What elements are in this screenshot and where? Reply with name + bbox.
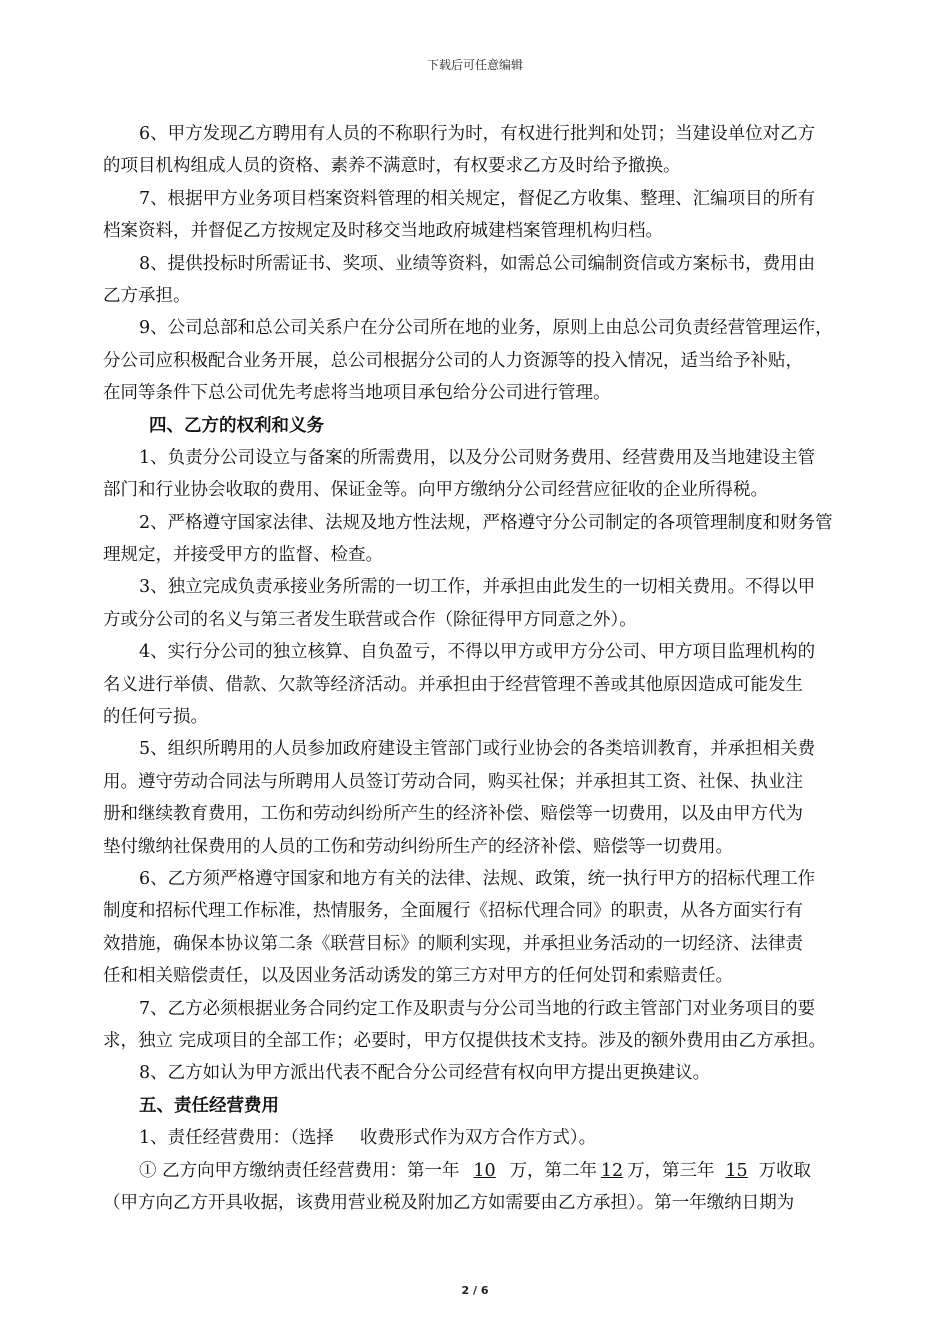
fee-option-suffix: 收费形式作为双方合作方式）。 <box>359 1128 597 1149</box>
paragraph-line: 求，独立 完成项目的全部工作；必要时，甲方仅提供技术支持。涉及的额外费用由乙方承担。 <box>103 1030 827 1051</box>
payment-text-2: 万，第二年 <box>509 1160 598 1181</box>
year2-amount: 12 <box>600 1160 624 1181</box>
fee-option-line <box>103 1122 893 1154</box>
payment-text-3: 万，第三年 <box>627 1160 715 1181</box>
section-heading: 五、责任经营费用 <box>139 1095 279 1116</box>
paragraph-line: 档案资料，并督促乙方按规定及时移交当地政府城建档案管理机构归档。 <box>103 221 663 242</box>
payment-text-4: 万收取 <box>758 1160 812 1181</box>
payment-text-1: ① 乙方向甲方缴纳责任经营费用：第一年 <box>139 1160 460 1181</box>
paragraph-line: 部门和行业协会收取的费用、保证金等。向甲方缴纳分公司经营应征收的企业所得税。 <box>103 480 768 501</box>
paragraph-line: 6、甲方发现乙方聘用有人员的不称职行为时，有权进行批判和处罚；当建设单位对乙方 <box>139 124 816 144</box>
paragraph-line: 的任何亏损。 <box>103 707 208 728</box>
paragraph-line: 4、实行分公司的独立核算、自负盈亏，不得以甲方或甲方分公司、甲方项目监理机构的 <box>139 642 816 663</box>
fee-option-prefix: 1、责任经营费用：（选择 <box>139 1128 334 1149</box>
paragraph-line: 9、公司总部和总公司关系户在分公司所在地的业务，原则上由总公司负责经营管理运作， <box>139 318 833 339</box>
paragraph-line: 分公司应积极配合业务开展，总公司根据分公司的人力资源等的投入情况，适当给予补贴， <box>103 350 803 371</box>
paragraph-line: 6、乙方须严格遵守国家和地方有关的法律、法规、政策，统一执行甲方的招标代理工作 <box>139 868 816 889</box>
document-body <box>103 118 893 1219</box>
paragraph-line: 垫付缴纳社保费用的人员的工伤和劳动纠纷所生产的经济补偿、赔偿等一切费用。 <box>103 836 733 857</box>
paragraph-line: 7、根据甲方业务项目档案资料管理的相关规定，督促乙方收集、整理、汇编项目的所有 <box>139 188 816 209</box>
paragraph-line: 乙方承担。 <box>103 285 191 306</box>
paragraph-line: 名义进行举债、借款、欠款等经济活动。并承担由于经营管理不善或其他原因造成可能发生 <box>103 674 803 695</box>
paragraph-line: 效措施，确保本协议第二条《联营目标》的顺利实现，并承担业务活动的一切经济、法律责 <box>103 933 803 954</box>
page-header: 下载后可任意编辑 <box>426 58 523 72</box>
paragraph-line: 在同等条件下总公司优先考虑将当地项目承包给分公司进行管理。 <box>103 383 611 404</box>
paragraph-line: 8、乙方如认为甲方派出代表不配合分公司经营有权向甲方提出更换建议。 <box>139 1063 711 1084</box>
paragraph-line: 的项目机构组成人员的资格、素养不满意时，有权要求乙方及时给予撤换。 <box>103 156 681 177</box>
paragraph-line: 任和相关赔偿责任，以及因业务活动诱发的第三方对甲方的任何处罚和索赔责任。 <box>103 966 733 987</box>
year3-amount: 15 <box>725 1160 748 1181</box>
paragraph-line: 8、提供投标时所需证书、奖项、业绩等资料，如需总公司编制资信或方案标书，费用由 <box>139 253 816 274</box>
paragraph-line: 制度和招标代理工作标准，热情服务，全面履行《招标代理合同》的职责，从各方面实行有 <box>103 901 803 922</box>
paragraph-line: 3、独立完成负责承接业务所需的一切工作，并承担由此发生的一切相关费用。不得以甲 <box>139 577 816 598</box>
paragraph-line: 理规定，并接受甲方的监督、检查。 <box>103 545 383 566</box>
page-number: 2 / 6 <box>461 1284 489 1297</box>
payment-line <box>103 1155 893 1187</box>
paragraph-line: 方或分公司的名义与第三者发生联营或合作（除征得甲方同意之外）。 <box>103 609 637 630</box>
paragraph-line: 册和继续教育费用，工伤和劳动纠纷所产生的经济补偿、赔偿等一切费用，以及由甲方代为 <box>103 804 803 825</box>
paragraph-line: 1、负责分公司设立与备案的所需费用，以及分公司财务费用、经营费用及当地建设主管 <box>139 447 816 468</box>
paragraph-line: 用。遵守劳动合同法与所聘用人员签订劳动合同，购买社保；并承担其工资、社保、执业注 <box>103 771 803 792</box>
year1-amount: 10 <box>473 1160 496 1181</box>
paragraph-line: 2、严格遵守国家法律、法规及地方性法规，严格遵守分公司制定的各项管理制度和财务管 <box>139 512 833 533</box>
section-heading: 四、乙方的权利和义务 <box>149 415 324 436</box>
paragraph-line: 7、乙方必须根据业务合同约定工作及职责与分公司当地的行政主管部门对业务项目的要 <box>139 998 816 1019</box>
paragraph-line: 5、组织所聘用的人员参加政府建设主管部门或行业协会的各类培训教育，并承担相关费 <box>139 739 816 760</box>
paragraph-line: （甲方向乙方开具收据，该费用营业税及附加乙方如需要由乙方承担）。第一年缴纳日期为 <box>103 1192 795 1213</box>
